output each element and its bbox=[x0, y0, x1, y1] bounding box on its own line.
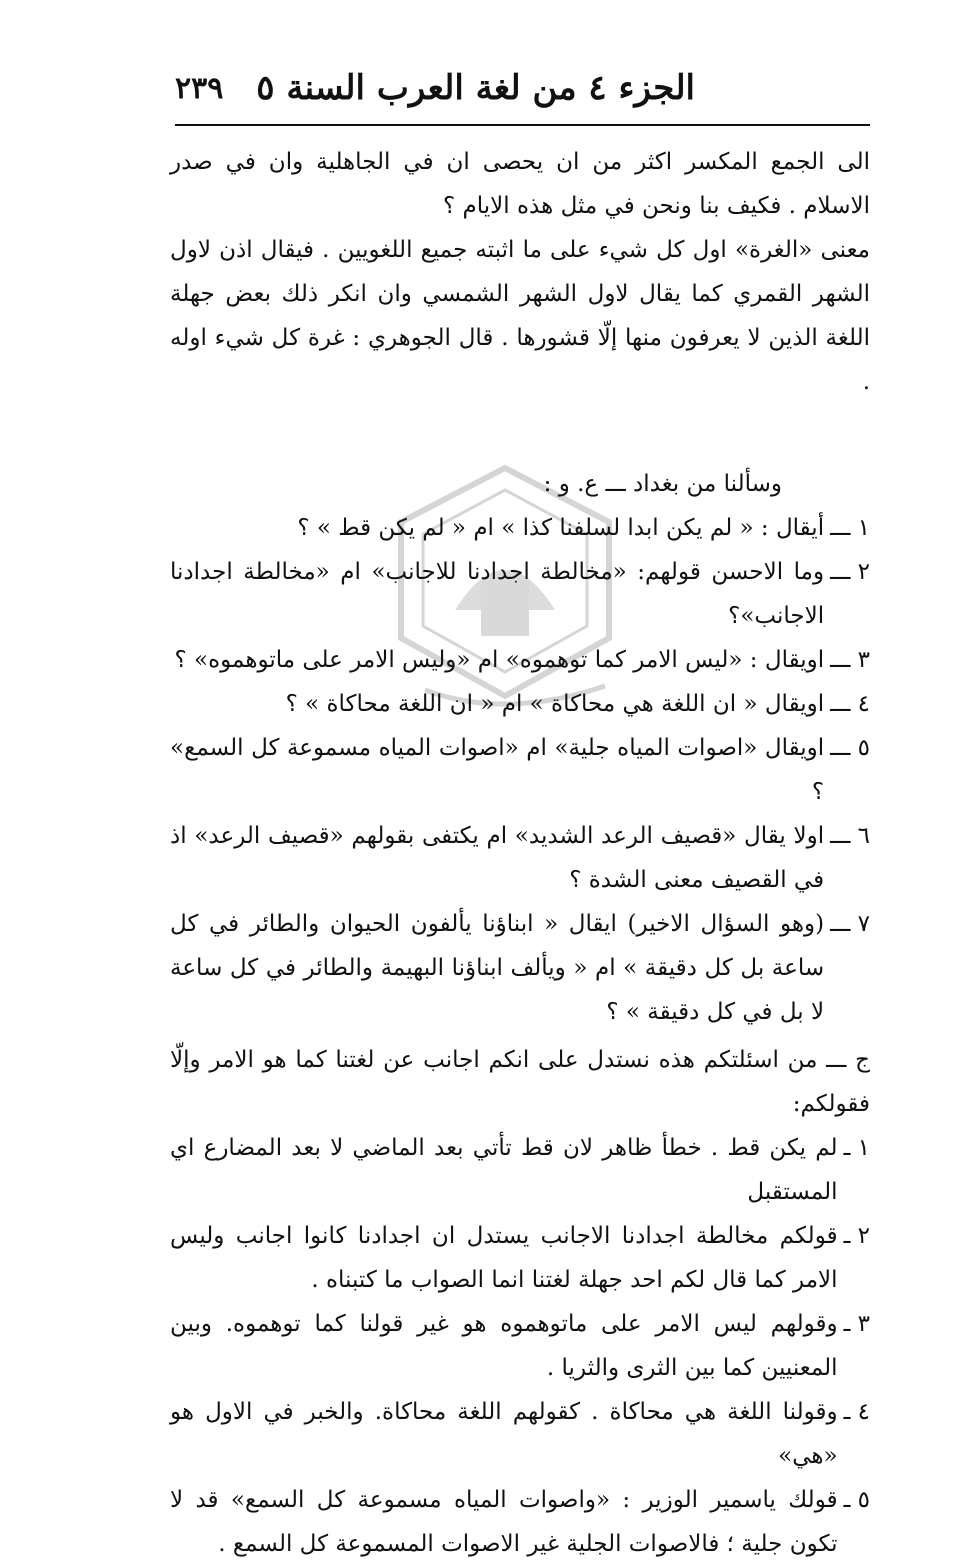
question-item bbox=[170, 682, 870, 726]
question-number: ٢ ـــ bbox=[830, 559, 870, 585]
question-number: ٤ ـــ bbox=[830, 691, 870, 717]
answers-intro: ج ـــ من اسئلتكم هذه نستدل على انكم اجانب عن لغتنا كما هو الامر وإلّا فقولكم: bbox=[170, 1047, 870, 1117]
answer-item bbox=[170, 1214, 870, 1302]
question-number: ٦ ـــ bbox=[830, 823, 870, 849]
question-item bbox=[170, 506, 870, 550]
answer-item bbox=[170, 1478, 870, 1566]
page-header bbox=[175, 62, 695, 114]
answer-item bbox=[170, 1126, 870, 1214]
paragraph-ghurra: معنى «الغرة» اول كل شيء على ما اثبته جميع اللغويين . فيقال اذن لاول الشهر القمري كما يقال لاول الشهر الشمسي وان انكر ذلك بعض جهلة اللغة الذين لا يعرفون منها إلّا قشورها . قال الجوهري : غرة كل شيء اوله . bbox=[170, 237, 870, 395]
question-number: ١ ـــ bbox=[830, 515, 870, 541]
answer-text: وقولهم ليس الامر على ماتوهموه هو غير قولنا كما توهموه. وبين المعنيين كما بين الثرى والثريا . bbox=[170, 1311, 838, 1381]
answer-number: ٤ ـ bbox=[843, 1399, 870, 1425]
question-number: ٣ ـــ bbox=[830, 647, 870, 673]
question-item bbox=[170, 902, 870, 1034]
answer-item bbox=[170, 1390, 870, 1478]
answer-number: ٣ ـ bbox=[843, 1311, 870, 1337]
paragraph-continuation: الى الجمع المكسر اكثر من ان يحصى ان في الجاهلية وان في صدر الاسلام . فكيف بنا ونحن في مثل هذه الايام ؟ bbox=[170, 149, 870, 219]
question-text: اويقال : «ليس الامر كما توهموه» ام «وليس الامر على ماتوهموه» ؟ bbox=[174, 647, 825, 673]
question-number: ٥ ـــ bbox=[830, 735, 870, 761]
header-rule bbox=[175, 124, 870, 126]
question-item bbox=[170, 814, 870, 902]
answer-number: ٢ ـ bbox=[843, 1223, 870, 1249]
page-number: ٢٣٩ bbox=[175, 70, 224, 106]
running-title: الجزء ٤ من لغة العرب السنة ٥ bbox=[256, 68, 695, 108]
answers-list bbox=[170, 1126, 870, 1566]
question-item bbox=[170, 550, 870, 638]
answer-text: لم يكن قط . خطأ ظاهر لان قط تأتي بعد الماضي لا بعد المضارع اي المستقبل bbox=[170, 1135, 838, 1205]
questions-intro: وسألنا من بغداد ـــ ع. و : bbox=[543, 471, 782, 497]
body-text bbox=[170, 140, 870, 1566]
question-item bbox=[170, 638, 870, 682]
questions-list bbox=[170, 506, 870, 1034]
answer-number: ١ ـ bbox=[843, 1135, 870, 1161]
answer-number: ٥ ـ bbox=[843, 1487, 870, 1513]
question-text: أيقال : « لم يكن ابدا لسلفنا كذا » ام « لم يكن قط » ؟ bbox=[297, 515, 825, 541]
question-item bbox=[170, 726, 870, 814]
answer-text: قولك ياسمير الوزير : «واصوات المياه مسموعة كل السمع» قد لا تكون جلية ؛ فالاصوات الجلية غير الاصوات المسموعة كل السمع . bbox=[170, 1487, 838, 1557]
question-text: اولا يقال «قصيف الرعد الشديد» ام يكتفى بقولهم «قصيف الرعد» اذ في القصيف معنى الشدة ؟ bbox=[170, 823, 825, 893]
answer-item bbox=[170, 1302, 870, 1390]
answer-text: قولكم مخالطة اجدادنا الاجانب يستدل ان اجدادنا كانوا اجانب وليس الامر كما قال لكم احد جهلة لغتنا انما الصواب ما كتبناه . bbox=[170, 1223, 838, 1293]
question-text: (وهو السؤال الاخير) ايقال « ابناؤنا يألفون الحيوان والطائر في كل ساعة بل كل دقيقة » ام « ويألف ابناؤنا البهيمة والطائر في كل ساعة لا بل في كل دقيقة » ؟ bbox=[170, 911, 825, 1025]
question-text: اويقال «اصوات المياه جلية» ام «اصوات المياه مسموعة كل السمع» ؟ bbox=[170, 735, 825, 805]
question-text: وما الاحسن قولهم: «مخالطة اجدادنا للاجانب» ام «مخالطة اجدادنا الاجانب»؟ bbox=[170, 559, 825, 629]
section-gap bbox=[170, 404, 870, 462]
answer-text: وقولنا اللغة هي محاكاة . كقولهم اللغة محاكاة. والخبر في الاول هو «هي» bbox=[170, 1399, 838, 1469]
question-number: ٧ ـــ bbox=[830, 911, 870, 937]
question-text: اويقال « ان اللغة هي محاكاة » ام « ان اللغة محاكاة » ؟ bbox=[285, 691, 825, 717]
